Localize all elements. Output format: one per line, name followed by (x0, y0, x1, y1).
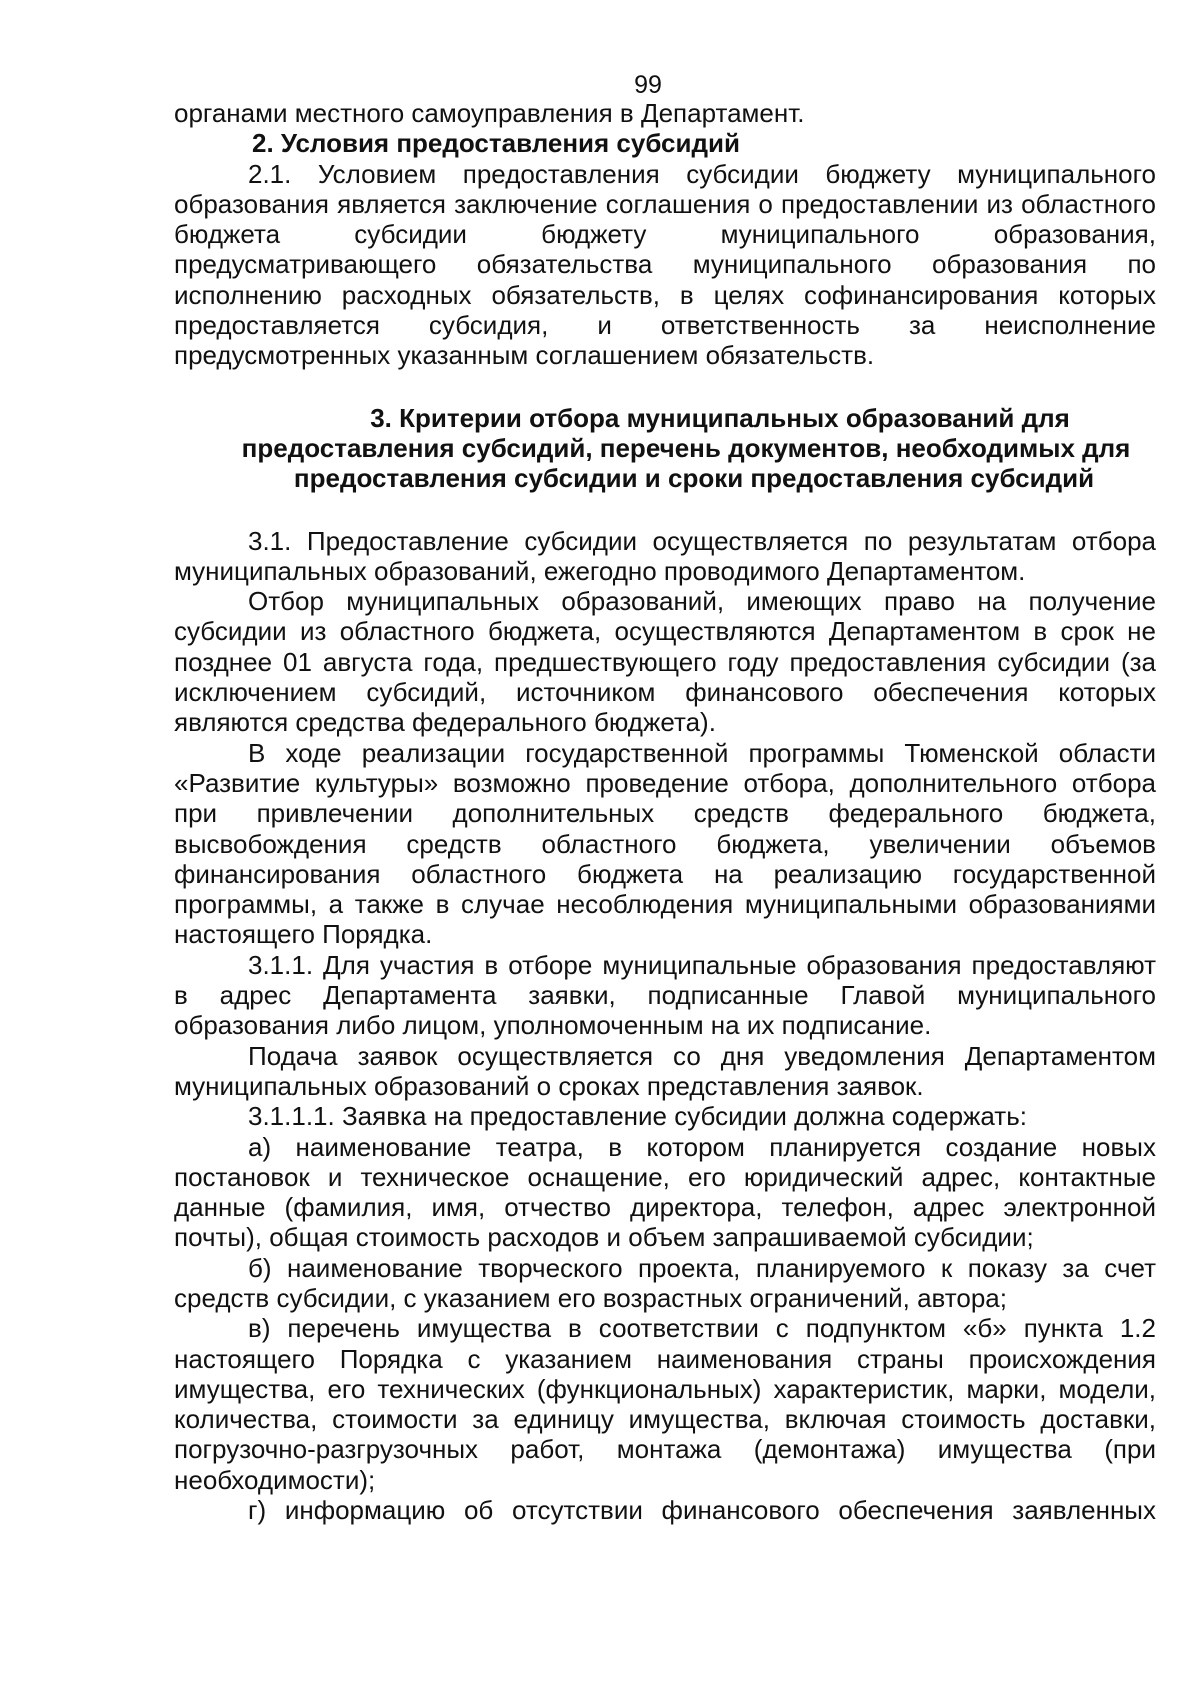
paragraph: Отбор муниципальных образований, имеющих право на получение субсидии из областного бюджета, осуществляются Департаментом в срок не позднее 01 августа года, предшествующего году предоставления субсидии (за исключением субсидий, источником финансового обеспечения которых являются средства федерального бюджета). (174, 586, 1156, 738)
page-number: 99 (634, 71, 662, 99)
section-3-heading-line: предоставления субсидий, перечень документов, необходимых для (241, 432, 1131, 463)
section-3-heading (174, 403, 1156, 494)
section-2-heading: 2. Условия предоставления субсидий (252, 128, 740, 159)
document-body (174, 98, 1156, 1525)
section-2-paragraph: 2.1. Условием предоставления субсидии бюджету муниципального образования является заключение соглашения о предоставлении из областного бюджета субсидии бюджету муниципального образования, предусматривающего обязательства муниципального образования по исполнению расходных обязательств, в целях софинансирования которых предоставляется субсидия, и ответственность за неисполнение предусмотренных указанным соглашением обязательств. (174, 158, 1156, 371)
list-item: а) наименование театра, в котором планируется создание новых постановок и техническое оснащение, его юридический адрес, контактные данные (фамилия, имя, отчество директора, телефон, адрес электронной почты), общая стоимость расходов и объем запрашиваемой субсидии; (174, 1131, 1156, 1253)
section-3-heading-line: 3. Критерии отбора муниципальных образований для (370, 402, 1070, 433)
paragraph: 3.1.1. Для участия в отборе муниципальные образования предоставляют в адрес Департамента заявки, подписанные Главой муниципального образования либо лицом, уполномоченным на их подписание. (174, 949, 1156, 1041)
list-item: б) наименование творческого проекта, планируемого к показу за счет средств субсидии, с указанием его возрастных ограничений, автора; (174, 1252, 1156, 1313)
list-item: в) перечень имущества в соответствии с подпунктом «б» пункта 1.2 настоящего Порядка с указанием наименования страны происхождения имущества, его технических (функциональных) характеристик, марки, модели, количества, стоимости за единицу имущества, включая стоимость доставки, погрузочно-разгрузочных работ, монтажа (демонтажа) имущества (при необходимости); (174, 1313, 1156, 1495)
lead-line: органами местного самоуправления в Департамент. (174, 98, 805, 128)
paragraph: Подача заявок осуществляется со дня уведомления Департаментом муниципальных образований о сроках представления заявок. (174, 1040, 1156, 1101)
paragraph: 3.1.1.1. Заявка на предоставление субсидии должна содержать: (248, 1101, 1027, 1132)
list-item: г) информацию об отсутствии финансового обеспечения заявленных (248, 1495, 1156, 1526)
section-3-heading-line: предоставления субсидии и сроки предоставления субсидий (293, 463, 1095, 494)
paragraph: В ходе реализации государственной программы Тюменской области «Развитие культуры» возможно проведение отбора, дополнительного отбора при привлечении дополнительных средств федерального бюджета, высвобождения средств областного бюджета, увеличении объемов финансирования областного бюджета на реализацию государственной программы, а также в случае несоблюдения муниципальными образованиями настоящего Порядка. (174, 737, 1156, 950)
paragraph: 3.1. Предоставление субсидии осуществляется по результатам отбора муниципальных образований, ежегодно проводимого Департаментом. (174, 525, 1156, 586)
